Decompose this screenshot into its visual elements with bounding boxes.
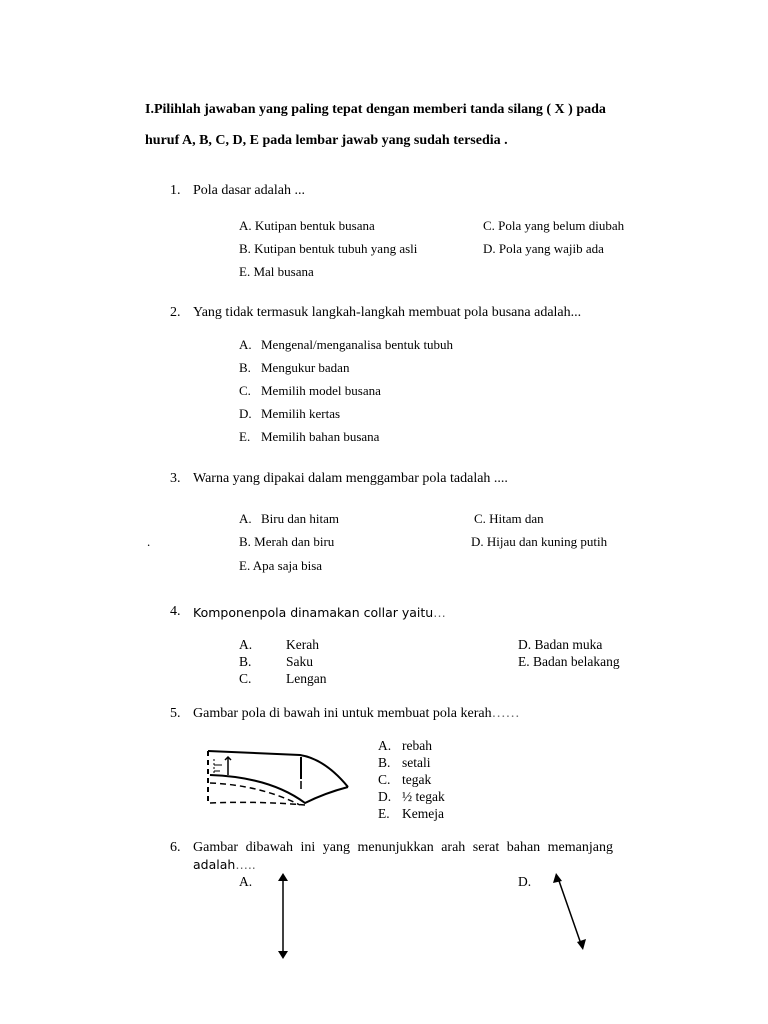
question-4-option-c-letter: C. <box>239 671 252 686</box>
question-4-option-a: Kerah <box>286 637 319 652</box>
question-5-ellipsis: …… <box>491 706 520 721</box>
diagonal-double-arrow-icon <box>548 872 588 952</box>
question-1-option-a: A. Kutipan bentuk busana <box>239 218 375 233</box>
question-2-number: 2. <box>170 305 181 320</box>
instruction-line-2: huruf A, B, C, D, E pada lembar jawab yang sudah tersedia . <box>145 133 508 148</box>
question-3-text: Warna yang dipakai dalam menggambar pola tadalah .... <box>193 471 508 486</box>
question-3-option-a: Biru dan hitam <box>261 511 339 526</box>
instruction-line-1: I.Pilihlah jawaban yang paling tepat dengan memberi tanda silang ( X ) pada <box>145 102 606 117</box>
question-6-option-d-letter: D. <box>518 874 532 889</box>
question-3-number: 3. <box>170 471 181 486</box>
question-6-text-line-1: Gambar dibawah ini yang menunjukkan arah serat bahan memanjang <box>193 840 613 855</box>
question-5-option-c-letter: C. <box>378 772 391 787</box>
question-5-text <box>193 706 520 722</box>
question-4-option-b-letter: B. <box>239 654 252 669</box>
question-2-option-a-letter: A. <box>239 337 252 352</box>
question-1-option-d: D. Pola yang wajib ada <box>483 241 604 256</box>
question-6-text-line-2 <box>193 857 256 872</box>
question-6-number: 6. <box>170 840 181 855</box>
question-6-text-line-2-body: adalah <box>193 857 236 872</box>
question-1-text: Pola dasar adalah ... <box>193 183 305 198</box>
question-5-text-body: Gambar pola di bawah ini untuk membuat pola kerah <box>193 706 492 721</box>
question-5-option-b: setali <box>402 755 431 770</box>
question-5-option-a-letter: A. <box>378 738 392 753</box>
collar-pattern-drawing <box>200 745 350 815</box>
question-5-option-d-letter: D. <box>378 789 392 804</box>
question-2-option-d-letter: D. <box>239 406 252 421</box>
question-6-ellipsis: ….. <box>235 857 256 872</box>
question-1-option-e: E. Mal busana <box>239 264 314 279</box>
question-2-text: Yang tidak termasuk langkah-langkah membuat pola busana adalah... <box>193 305 582 320</box>
question-3-option-e: E. Apa saja bisa <box>239 558 323 573</box>
question-5-option-a: rebah <box>402 738 432 753</box>
question-3-option-c: C. Hitam dan <box>474 511 544 526</box>
question-5-option-d: ½ tegak <box>402 789 445 804</box>
question-4-option-d: D. Badan muka <box>518 637 603 652</box>
question-5-option-e: Kemeja <box>402 806 444 821</box>
question-2-option-e: Memilih bahan busana <box>261 429 380 444</box>
question-1-option-c: C. Pola yang belum diubah <box>483 218 625 233</box>
question-3-option-d: D. Hijau dan kuning putih <box>471 534 608 549</box>
question-4-option-a-letter: A. <box>239 637 253 652</box>
question-1-number: 1. <box>170 183 181 198</box>
question-3-option-b: B. Merah dan biru <box>239 534 335 549</box>
question-2-option-b-letter: B. <box>239 360 251 375</box>
question-2-option-b: Mengukur badan <box>261 360 350 375</box>
question-4-text-body: Komponenpola dinamakan collar yaitu <box>193 605 434 620</box>
question-4-option-c: Lengan <box>286 671 327 686</box>
question-2-option-c: Memilih model busana <box>261 383 381 398</box>
question-4-text <box>193 605 446 620</box>
question-4-ellipsis: … <box>433 605 446 620</box>
question-3-option-a-letter: A. <box>239 511 252 526</box>
stray-dot: . <box>147 534 151 549</box>
question-2-option-a: Mengenal/menganalisa bentuk tubuh <box>261 337 454 352</box>
question-2-option-d: Memilih kertas <box>261 406 341 421</box>
question-1-option-b: B. Kutipan bentuk tubuh yang asli <box>239 241 418 256</box>
vertical-double-arrow-icon <box>273 872 293 962</box>
question-5-number: 5. <box>170 706 181 721</box>
question-2-option-c-letter: C. <box>239 383 251 398</box>
question-4-option-e: E. Badan belakang <box>518 654 620 669</box>
question-4-number: 4. <box>170 604 181 619</box>
question-5-option-e-letter: E. <box>378 806 390 821</box>
question-6-option-a-letter: A. <box>239 874 253 889</box>
question-4-option-b: Saku <box>286 654 313 669</box>
question-5-option-b-letter: B. <box>378 755 391 770</box>
question-2-option-e-letter: E. <box>239 429 251 444</box>
question-5-option-c: tegak <box>402 772 432 787</box>
